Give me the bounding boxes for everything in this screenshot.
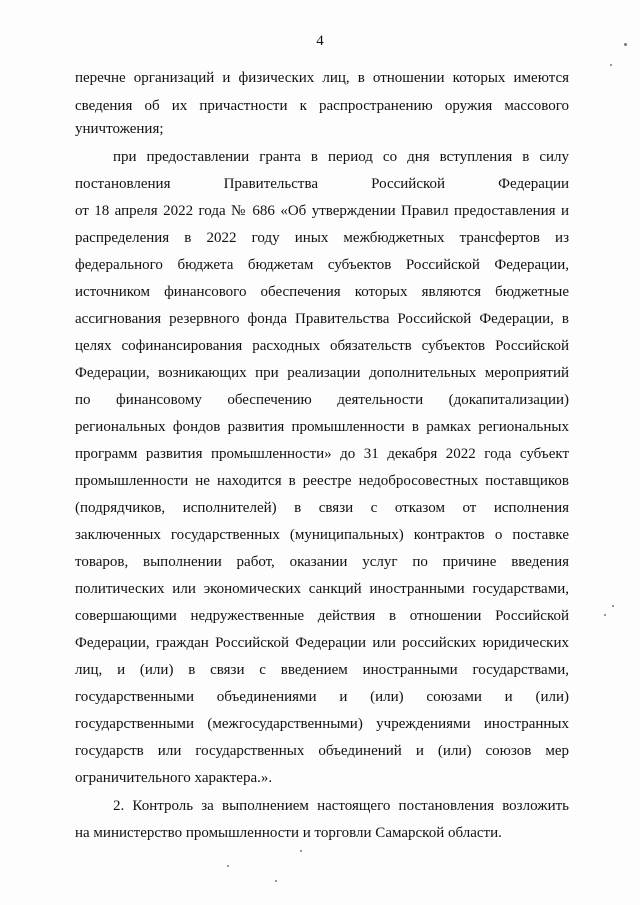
- text-line: ассигнования резервного фонда Правительства Российской Федерации, в: [75, 311, 569, 327]
- text-line: от 18 апреля 2022 года № 686 «Об утверждении Правил предоставления и: [75, 203, 569, 219]
- text-line: на министерство промышленности и торговли Самарской области.: [75, 825, 502, 841]
- text-line: (подрядчиков, исполнителей) в связи с отказом от исполнения: [75, 500, 569, 516]
- scan-speck: [604, 614, 606, 616]
- scan-speck: [610, 64, 612, 66]
- scan-speck: [624, 43, 627, 46]
- text-line: региональных фондов развития промышленности в рамках региональных: [75, 419, 569, 435]
- text-line: постановления Правительства Российской Федерации: [75, 176, 569, 192]
- text-line: ограничительного характера.».: [75, 770, 273, 786]
- text-line: Федерации, граждан Российской Федерации или российских юридических: [75, 635, 569, 651]
- text-line: сведения об их причастности к распространению оружия массового: [75, 98, 569, 114]
- text-line: политических или экономических санкций иностранными государствами,: [75, 581, 569, 597]
- text-line: государств или государственных объединений и (или) союзов мер: [75, 743, 569, 759]
- text-line: федерального бюджета бюджетам субъектов Российской Федерации,: [75, 257, 569, 273]
- text-line: перечне организаций и физических лиц, в отношении которых имеются: [75, 70, 569, 86]
- text-line: заключенных государственных (муниципальных) контрактов о поставке: [75, 527, 569, 543]
- text-line: при предоставлении гранта в период со дня вступления в силу: [113, 149, 569, 165]
- text-line: программ развития промышленности» до 31 декабря 2022 года субъект: [75, 446, 569, 462]
- scan-speck: [227, 865, 229, 867]
- text-line: 2. Контроль за выполнением настоящего постановления возложить: [113, 798, 569, 814]
- page-number: 4: [316, 33, 324, 49]
- text-line: совершающими недружественные действия в отношении Российской: [75, 608, 569, 624]
- text-line: Федерации, возникающих при реализации дополнительных мероприятий: [75, 365, 569, 381]
- text-line: источником финансового обеспечения которых являются бюджетные: [75, 284, 569, 300]
- text-line: распределения в 2022 году иных межбюджетных трансфертов из: [75, 230, 569, 246]
- text-line: по финансовому обеспечению деятельности (докапитализации): [75, 392, 569, 408]
- text-line: товаров, выполнении работ, оказании услуг по причине введения: [75, 554, 569, 570]
- text-line: уничтожения;: [75, 121, 164, 137]
- text-line: промышленности не находится в реестре недобросовестных поставщиков: [75, 473, 569, 489]
- scan-speck: [612, 605, 614, 607]
- text-line: целях софинансирования расходных обязательств субъектов Российской: [75, 338, 569, 354]
- text-line: государственными (межгосударственными) учреждениями иностранных: [75, 716, 569, 732]
- scan-speck: [300, 850, 302, 852]
- text-line: государственными объединениями и (или) союзами и (или): [75, 689, 569, 705]
- text-line: лиц, и (или) в связи с введением иностранными государствами,: [75, 662, 569, 678]
- scan-speck: [275, 880, 277, 882]
